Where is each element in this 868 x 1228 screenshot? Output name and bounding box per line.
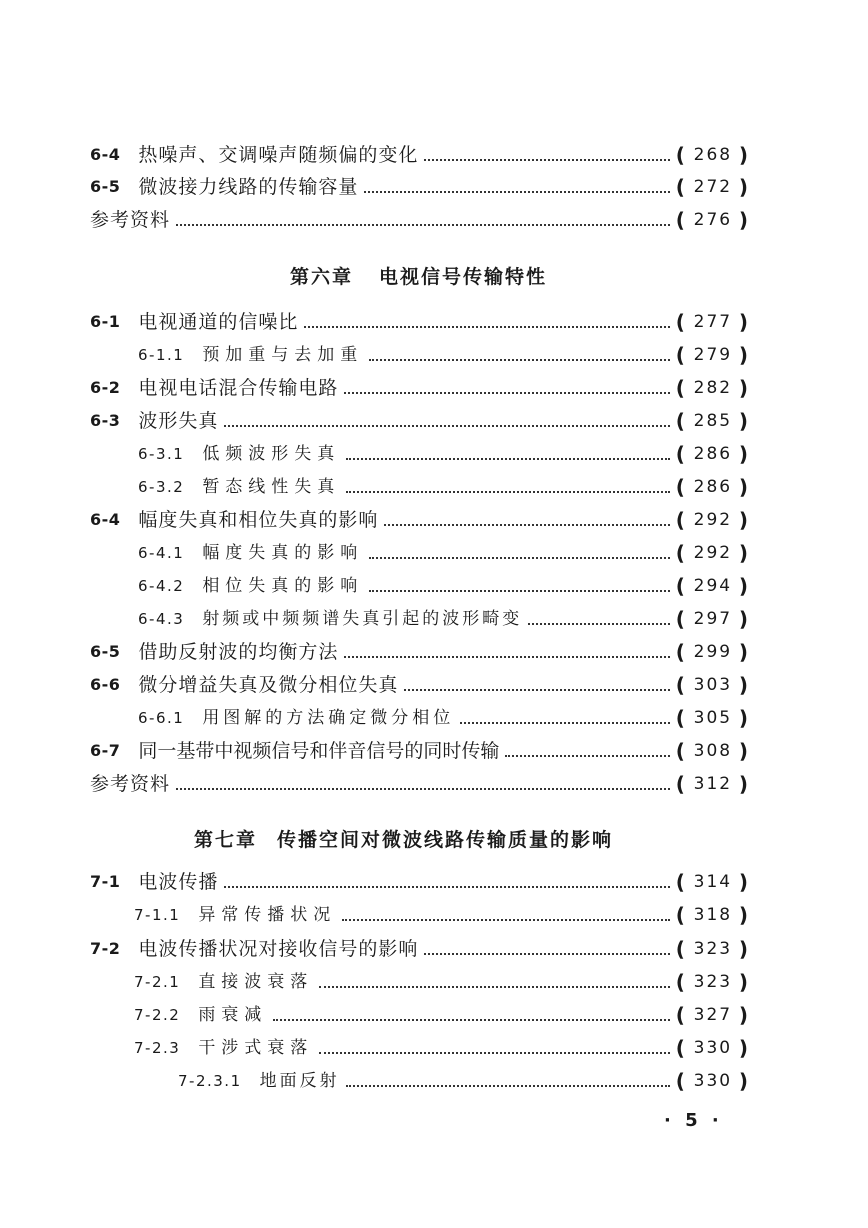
page-number: 305 xyxy=(693,708,733,728)
section-number: 6-6 xyxy=(90,675,121,694)
page-ref: ( 292 ) xyxy=(676,538,750,568)
toc-entry xyxy=(90,205,750,235)
leader-dots xyxy=(528,621,669,625)
subsection-number: 6-3.2 xyxy=(138,478,185,496)
page-ref: ( 286 ) xyxy=(676,472,750,502)
page-number: 312 xyxy=(693,774,733,794)
page-number: 323 xyxy=(693,972,733,992)
page-ref: ( 282 ) xyxy=(676,373,750,403)
chapter-title: 电视信号传输特性 xyxy=(379,266,548,288)
toc-entry xyxy=(90,934,750,964)
section-title: 微分增益失真及微分相位失真 xyxy=(138,674,399,696)
toc-subentry xyxy=(138,340,750,370)
subsection-title: 低频波形失真 xyxy=(202,444,341,464)
subsection-title: 暂态线性失真 xyxy=(202,477,341,497)
page-ref: ( 272 ) xyxy=(676,172,750,202)
page-folio: · 5 · xyxy=(664,1110,723,1131)
page-number: 294 xyxy=(693,576,733,596)
leader-dots xyxy=(460,720,669,724)
toc-entry xyxy=(90,373,750,403)
subsection-number: 6-4.2 xyxy=(138,577,185,595)
subsection-title: 地面反射 xyxy=(259,1071,340,1091)
page-ref: ( 294 ) xyxy=(676,571,750,601)
section-number: 6-2 xyxy=(90,378,121,397)
subsection-title: 雨衰减 xyxy=(198,1005,268,1025)
page-ref: ( 305 ) xyxy=(676,703,750,733)
toc-subentry xyxy=(138,703,750,733)
page-ref: ( 330 ) xyxy=(676,1033,750,1063)
leader-dots xyxy=(273,1017,669,1021)
toc-entry xyxy=(90,670,750,700)
subsection-title: 异常传播状况 xyxy=(198,905,337,925)
subsection-title: 射频或中频频谱失真引起的波形畸变 xyxy=(202,609,523,629)
chapter-title: 传播空间对微波线路传输质量的影响 xyxy=(277,829,614,851)
leader-dots xyxy=(319,984,669,988)
leader-dots xyxy=(369,588,669,592)
subsection-number: 7-2.2 xyxy=(134,1006,181,1024)
leader-dots xyxy=(369,357,669,361)
toc-subentry xyxy=(134,1033,750,1063)
toc-subentry xyxy=(178,1066,750,1096)
page-number: 297 xyxy=(693,609,733,629)
section-title: 电视电话混合传输电路 xyxy=(138,377,339,399)
toc-subentry xyxy=(138,571,750,601)
subsection-number: 6-4.3 xyxy=(138,610,185,628)
section-title: 幅度失真和相位失真的影响 xyxy=(138,509,379,531)
leader-dots xyxy=(424,951,669,955)
section-title: 借助反射波的均衡方法 xyxy=(138,641,339,663)
page-number: 323 xyxy=(693,939,733,959)
leader-dots xyxy=(176,786,670,790)
section-number: 6-1 xyxy=(90,312,121,331)
leader-dots xyxy=(224,423,669,427)
page-ref: ( 318 ) xyxy=(676,900,750,930)
page-ref: ( 279 ) xyxy=(676,340,750,370)
page-ref: ( 268 ) xyxy=(676,140,750,170)
section-title: 同一基带中视频信号和伴音信号的同时传输 xyxy=(138,740,500,762)
subsection-number: 6-1.1 xyxy=(138,346,185,364)
leader-dots xyxy=(176,222,670,226)
chapter-label: 第七章 xyxy=(194,829,258,851)
toc-entry xyxy=(90,172,750,202)
page-number: 285 xyxy=(693,411,733,431)
page-ref: ( 286 ) xyxy=(676,439,750,469)
leader-dots xyxy=(346,1083,670,1087)
leader-dots xyxy=(404,687,669,691)
page-ref: ( 330 ) xyxy=(676,1066,750,1096)
page-number: 276 xyxy=(693,210,733,230)
page-ref: ( 327 ) xyxy=(676,1000,750,1030)
leader-dots xyxy=(319,1050,669,1054)
subsection-number: 7-2.1 xyxy=(134,973,181,991)
page-number: 318 xyxy=(693,905,733,925)
toc-entry xyxy=(90,769,750,799)
toc-entry xyxy=(90,637,750,667)
section-title: 电波传播 xyxy=(138,871,219,893)
page-number: 272 xyxy=(693,177,733,197)
page-ref: ( 308 ) xyxy=(676,736,750,766)
section-number: 6-5 xyxy=(90,177,121,196)
section-number: 6-3 xyxy=(90,411,121,430)
subsection-title: 幅度失真的影响 xyxy=(202,543,364,563)
subsection-number: 6-3.1 xyxy=(138,445,185,463)
section-number: 7-1 xyxy=(90,872,121,891)
page-ref: ( 285 ) xyxy=(676,406,750,436)
references-title: 参考资料 xyxy=(90,209,171,231)
leader-dots xyxy=(344,390,669,394)
toc-entry xyxy=(90,867,750,897)
toc-subentry xyxy=(138,472,750,502)
toc-entry xyxy=(90,736,750,766)
subsection-number: 7-2.3 xyxy=(134,1039,181,1057)
subsection-number: 7-2.3.1 xyxy=(178,1072,242,1090)
section-title: 电波传播状况对接收信号的影响 xyxy=(138,938,419,960)
subsection-title: 干涉式衰落 xyxy=(198,1038,314,1058)
toc-subentry xyxy=(134,1000,750,1030)
page-number: 330 xyxy=(693,1071,733,1091)
chapter-heading xyxy=(290,262,547,289)
page-number: 327 xyxy=(693,1005,733,1025)
page-number: 286 xyxy=(693,444,733,464)
references-title: 参考资料 xyxy=(90,773,171,795)
section-title: 波形失真 xyxy=(138,410,219,432)
page-number: 308 xyxy=(693,741,733,761)
section-number: 6-4 xyxy=(90,145,121,164)
toc-entry xyxy=(90,140,750,170)
section-number: 6-4 xyxy=(90,510,121,529)
page-number: 292 xyxy=(693,510,733,530)
page-ref: ( 314 ) xyxy=(676,867,750,897)
page-ref: ( 277 ) xyxy=(676,307,750,337)
toc-subentry xyxy=(138,538,750,568)
section-number: 6-5 xyxy=(90,642,121,661)
page-number: 286 xyxy=(693,477,733,497)
subsection-number: 7-1.1 xyxy=(134,906,181,924)
toc-subentry xyxy=(138,604,750,634)
subsection-number: 6-4.1 xyxy=(138,544,185,562)
leader-dots xyxy=(346,456,669,460)
section-title: 电视通道的信噪比 xyxy=(138,311,299,333)
page-number: 279 xyxy=(693,345,733,365)
page-number: 314 xyxy=(693,872,733,892)
page-ref: ( 292 ) xyxy=(676,505,750,535)
section-number: 7-2 xyxy=(90,939,121,958)
page-ref: ( 297 ) xyxy=(676,604,750,634)
page-number: 282 xyxy=(693,378,733,398)
leader-dots xyxy=(304,324,669,328)
page-ref: ( 276 ) xyxy=(676,205,750,235)
leader-dots xyxy=(342,917,669,921)
toc-entry xyxy=(90,307,750,337)
chapter-label: 第六章 xyxy=(290,266,354,288)
leader-dots xyxy=(424,157,669,161)
page-number: 292 xyxy=(693,543,733,563)
page-ref: ( 323 ) xyxy=(676,934,750,964)
page-number: 299 xyxy=(693,642,733,662)
page-number: 303 xyxy=(693,675,733,695)
section-number: 6-7 xyxy=(90,741,121,760)
subsection-title: 直接波衰落 xyxy=(198,972,314,992)
page-ref: ( 312 ) xyxy=(676,769,750,799)
subsection-title: 相位失真的影响 xyxy=(202,576,364,596)
chapter-heading xyxy=(194,825,613,852)
leader-dots xyxy=(344,654,669,658)
toc-subentry xyxy=(134,900,750,930)
leader-dots xyxy=(224,884,669,888)
leader-dots xyxy=(505,753,669,757)
subsection-number: 6-6.1 xyxy=(138,709,185,727)
leader-dots xyxy=(346,489,669,493)
leader-dots xyxy=(384,522,669,526)
subsection-title: 用图解的方法确定微分相位 xyxy=(202,708,455,728)
page-number: 330 xyxy=(693,1038,733,1058)
toc-entry xyxy=(90,406,750,436)
page-number: 277 xyxy=(693,312,733,332)
page-ref: ( 323 ) xyxy=(676,967,750,997)
toc-subentry xyxy=(134,967,750,997)
leader-dots xyxy=(364,189,669,193)
toc-subentry xyxy=(138,439,750,469)
page-number: 268 xyxy=(693,145,733,165)
page-ref: ( 299 ) xyxy=(676,637,750,667)
leader-dots xyxy=(369,555,669,559)
page-ref: ( 303 ) xyxy=(676,670,750,700)
toc-entry xyxy=(90,505,750,535)
subsection-title: 预加重与去加重 xyxy=(202,345,364,365)
section-title: 热噪声、交调噪声随频偏的变化 xyxy=(138,144,419,166)
section-title: 微波接力线路的传输容量 xyxy=(138,176,359,198)
